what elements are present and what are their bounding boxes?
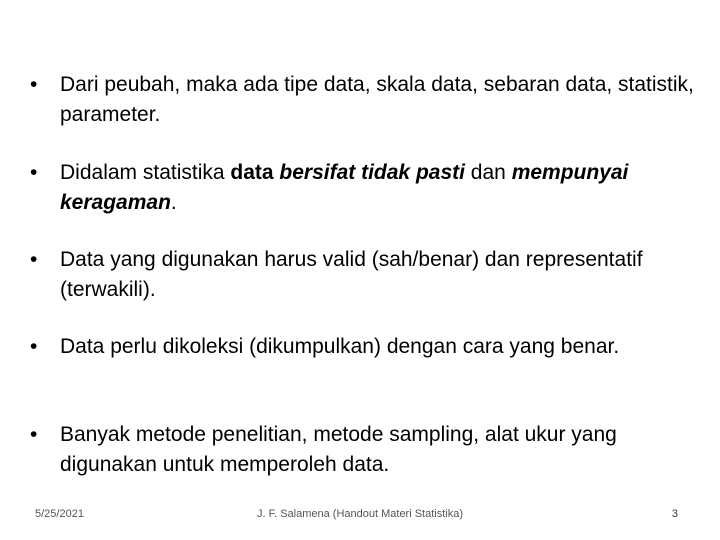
bullet-item [30, 245, 700, 305]
bullet-text: Data perlu dikoleksi (dikumpulkan) dengan cara yang benar. [60, 335, 620, 358]
footer-date: 5/25/2021 [35, 508, 84, 520]
bullet-text-emphasis: mempunyai keragaman [60, 161, 629, 214]
bullet-dot: • [30, 73, 38, 96]
bullet-text: Banyak metode penelitian, metode sampling, alat ukur yang digunakan untuk memperoleh data. [60, 423, 617, 476]
bullet-text: Dari peubah, maka ada tipe data, skala data, sebaran data, statistik, parameter. [60, 73, 694, 126]
bullet-item [30, 420, 700, 480]
bullet-text-prefix: Didalam statistika [60, 161, 231, 184]
bullet-text [60, 158, 700, 218]
bullet-text-emphasis: bersifat tidak pasti [279, 161, 465, 184]
page-number: 3 [671, 508, 678, 520]
bullet-text-bold: data [230, 161, 280, 184]
footer-title: J. F. Salamena (Handout Materi Statistika) [256, 508, 464, 520]
bullet-dot: • [30, 335, 38, 358]
bullet-text: Data yang digunakan harus valid (sah/benar) dan representatif (terwakili). [60, 248, 643, 301]
bullet-text-middle: dan [464, 161, 512, 184]
bullet-dot: • [30, 423, 38, 446]
bullet-dot: • [30, 248, 38, 271]
bullet-item [30, 70, 700, 130]
bullet-dot: • [30, 161, 38, 184]
bullet-item [30, 332, 700, 362]
bullet-text-suffix: . [170, 191, 177, 214]
bullet-item [30, 158, 700, 218]
